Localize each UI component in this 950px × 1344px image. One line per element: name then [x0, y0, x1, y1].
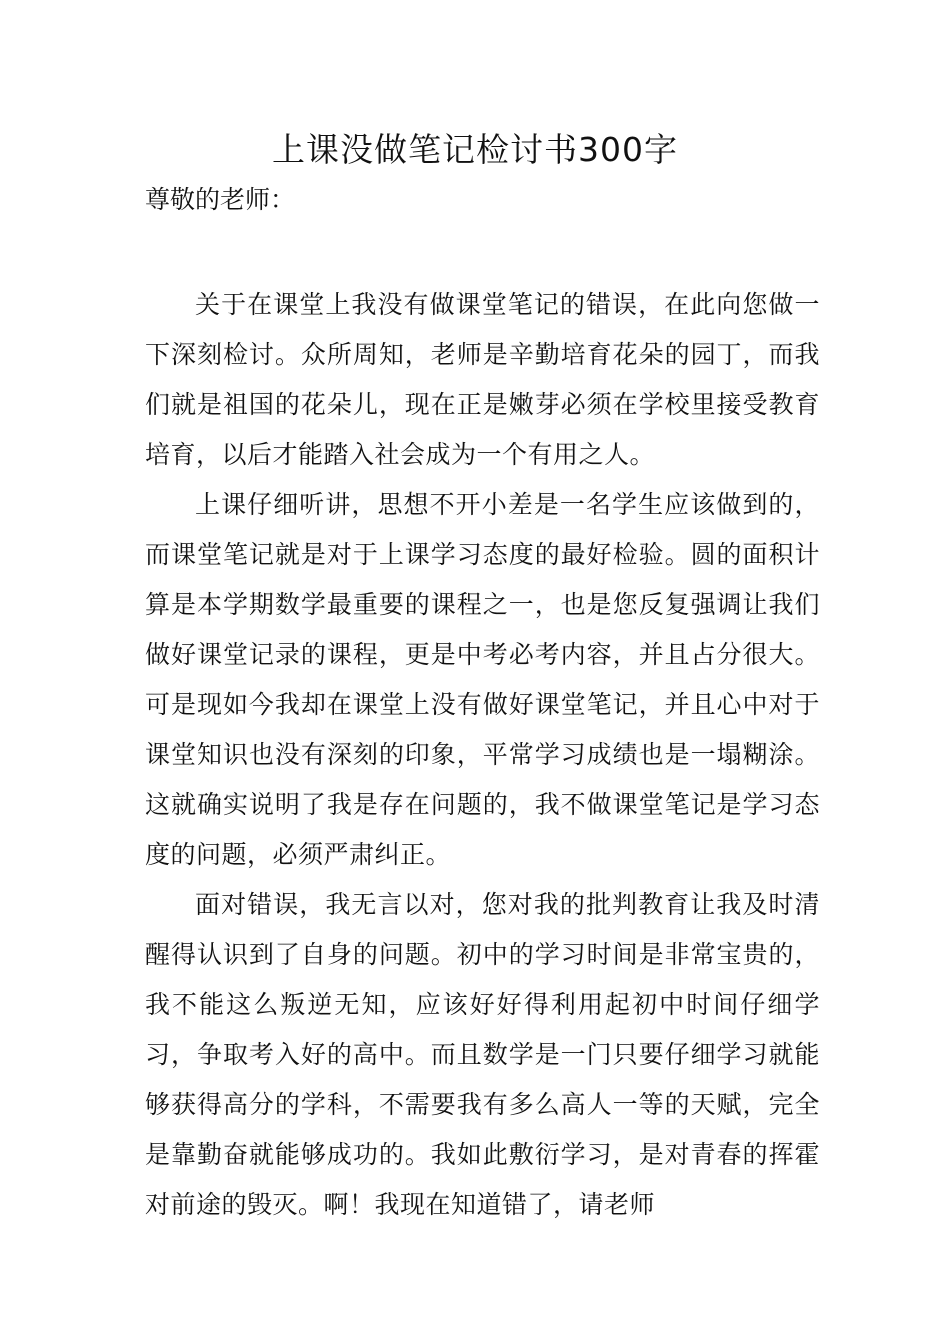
document-title: 上课没做笔记检讨书300字 — [272, 130, 678, 169]
document-body — [145, 280, 820, 1230]
paragraph-1: 关于在课堂上我没有做课堂笔记的错误，在此向您做一下深刻检讨。众所周知，老师是辛勤培育花朵的园丁，而我们就是祖国的花朵儿，现在正是嫩芽必须在学校里接受教育培育，以后才能踏入社会成为一个有用之人。 — [145, 290, 820, 469]
paragraph-2: 上课仔细听讲，思想不开小差是一名学生应该做到的，而课堂笔记就是对于上课学习态度的最好检验。圆的面积计算是本学期数学最重要的课程之一，也是您反复强调让我们做好课堂记录的课程，更是中考必考内容，并且占分很大。可是现如今我却在课堂上没有做好课堂笔记，并且心中对于课堂知识也没有深刻的印象，平常学习成绩也是一塌糊涂。这就确实说明了我是存在问题的，我不做课堂笔记是学习态度的问题，必须严肃纠正。 — [145, 490, 820, 869]
salutation: 尊敬的老师： — [145, 185, 296, 214]
paragraph-3: 面对错误，我无言以对，您对我的批判教育让我及时清醒得认识到了自身的问题。初中的学习时间是非常宝贵的，我不能这么叛逆无知，应该好好得利用起初中时间仔细学习，争取考入好的高中。而且数学是一门只要仔细学习就能够获得高分的学科，不需要我有多么高人一等的天赋，完全是靠勤奋就能够成功的。我如此敷衍学习，是对青春的挥霍对前途的毁灭。啊！我现在知道错了，请老师 — [145, 890, 820, 1219]
